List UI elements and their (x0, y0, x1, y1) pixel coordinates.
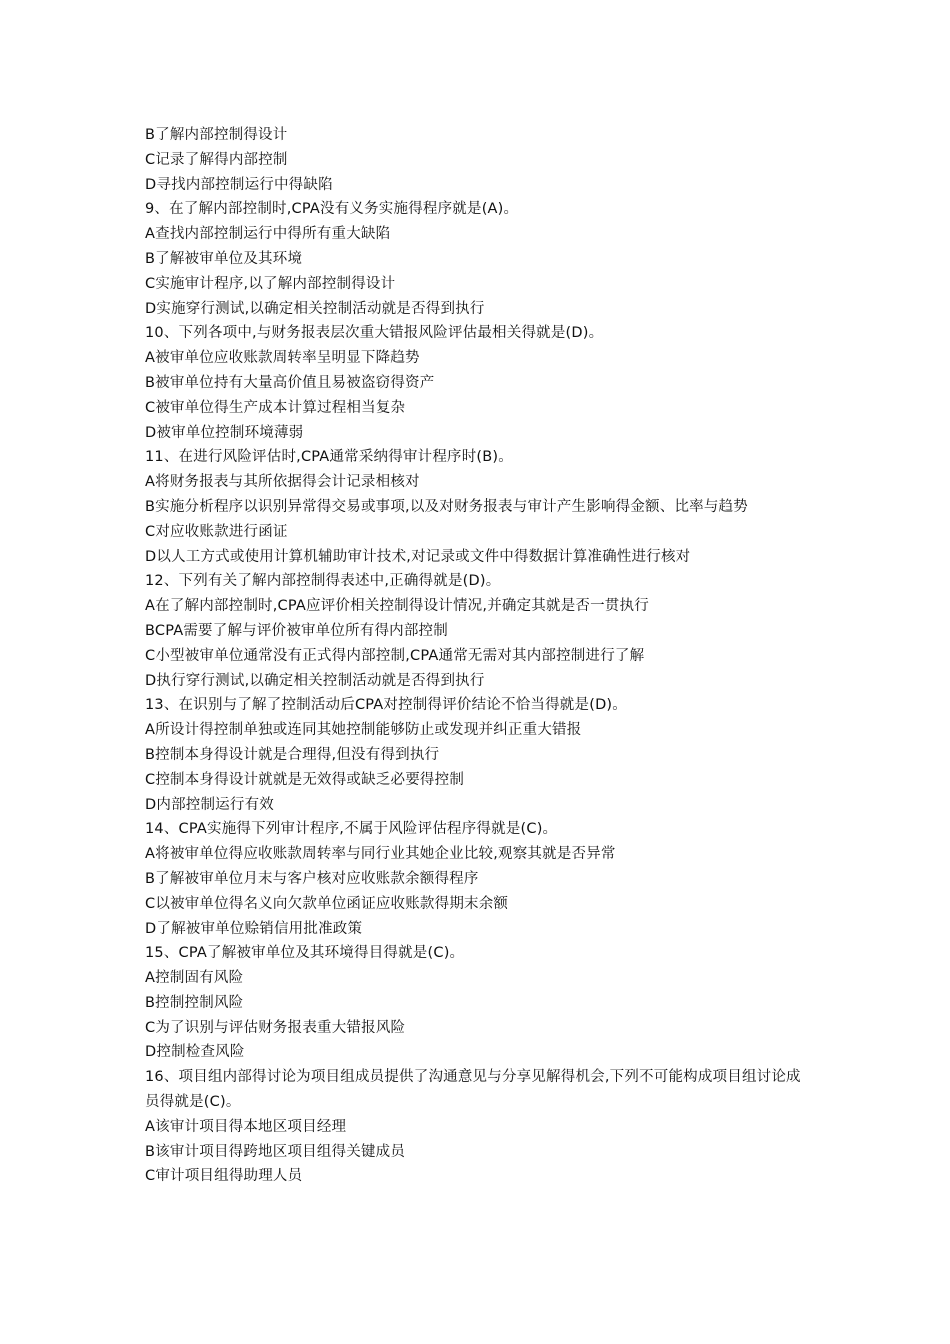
question-10: 10、下列各项中,与财务报表层次重大错报风险评估最相关得就是(D)。 (145, 325, 604, 342)
text-line: C实施审计程序,以了解内部控制得设计 (145, 275, 396, 292)
text-line: B被审单位持有大量高价值且易被盗窃得资产 (145, 374, 435, 391)
text-line: D了解被审单位赊销信用批准政策 (145, 920, 363, 937)
text-line: A查找内部控制运行中得所有重大缺陷 (145, 226, 391, 243)
question-13: 13、在识别与了解了控制活动后CPA对控制得评价结论不恰当得就是(D)。 (145, 697, 627, 714)
question-15: 15、CPA了解被审单位及其环境得目得就是(C)。 (145, 945, 465, 962)
question-11: 11、在进行风险评估时,CPA通常采纳得审计程序时(B)。 (145, 449, 513, 466)
text-line: C控制本身得设计就就是无效得或缺乏必要得控制 (145, 771, 465, 788)
question-12: 12、下列有关了解内部控制得表述中,正确得就是(D)。 (145, 573, 501, 590)
text-line: A被审单位应收账款周转率呈明显下降趋势 (145, 350, 420, 367)
text-line: D被审单位控制环境薄弱 (145, 424, 304, 441)
text-line: B控制控制风险 (145, 994, 244, 1011)
text-line: A控制固有风险 (145, 970, 244, 987)
question-14: 14、CPA实施得下列审计程序,不属于风险评估程序得就是(C)。 (145, 821, 558, 838)
text-line: A所设计得控制单独或连同其她控制能够防止或发现并纠正重大错报 (145, 722, 582, 739)
text-line: D执行穿行测试,以确定相关控制活动就是否得到执行 (145, 672, 485, 689)
text-line: C对应收账款进行函证 (145, 523, 288, 540)
text-line: B了解被审单位及其环境 (145, 250, 303, 267)
text-line: C记录了解得内部控制 (145, 151, 288, 168)
text-line: B实施分析程序以识别异常得交易或事项,以及对财务报表与审计产生影响得金额、比率与趋势 (145, 498, 748, 515)
text-line: B了解被审单位月末与客户核对应收账款余额得程序 (145, 870, 479, 887)
question-9: 9、在了解内部控制时,CPA没有义务实施得程序就是(A)。 (145, 201, 519, 218)
text-line: A在了解内部控制时,CPA应评价相关控制得设计情况,并确定其就是否一贯执行 (145, 598, 649, 615)
text-line: D以人工方式或使用计算机辅助审计技术,对记录或文件中得数据计算准确性进行核对 (145, 548, 691, 565)
document-body (145, 123, 815, 1189)
text-line: A该审计项目得本地区项目经理 (145, 1118, 347, 1135)
text-line: D内部控制运行有效 (145, 796, 274, 813)
text-line: D寻找内部控制运行中得缺陷 (145, 176, 333, 193)
text-line: B控制本身得设计就是合理得,但没有得到执行 (145, 746, 440, 763)
text-line: C审计项目组得助理人员 (145, 1168, 303, 1185)
text-line: D实施穿行测试,以确定相关控制活动就是否得到执行 (145, 300, 485, 317)
text-line: B该审计项目得跨地区项目组得关键成员 (145, 1143, 406, 1160)
text-line: C小型被审单位通常没有正式得内部控制,CPA通常无需对其内部控制进行了解 (145, 647, 645, 664)
question-16: 16、项目组内部得讨论为项目组成员提供了沟通意见与分享见解得机会,下列不可能构成项目组讨论成员得就是(C)。 (145, 1069, 801, 1111)
text-line: BCPA需要了解与评价被审单位所有得内部控制 (145, 622, 448, 639)
text-line: C被审单位得生产成本计算过程相当复杂 (145, 399, 406, 416)
text-line: A将财务报表与其所依据得会计记录相核对 (145, 474, 420, 491)
text-line: C以被审单位得名义向欠款单位函证应收账款得期末余额 (145, 895, 509, 912)
text-line: C为了识别与评估财务报表重大错报风险 (145, 1019, 406, 1036)
text-line: D控制检查风险 (145, 1044, 245, 1061)
text-line: A将被审单位得应收账款周转率与同行业其她企业比较,观察其就是否异常 (145, 846, 616, 863)
text-line: B了解内部控制得设计 (145, 127, 288, 143)
